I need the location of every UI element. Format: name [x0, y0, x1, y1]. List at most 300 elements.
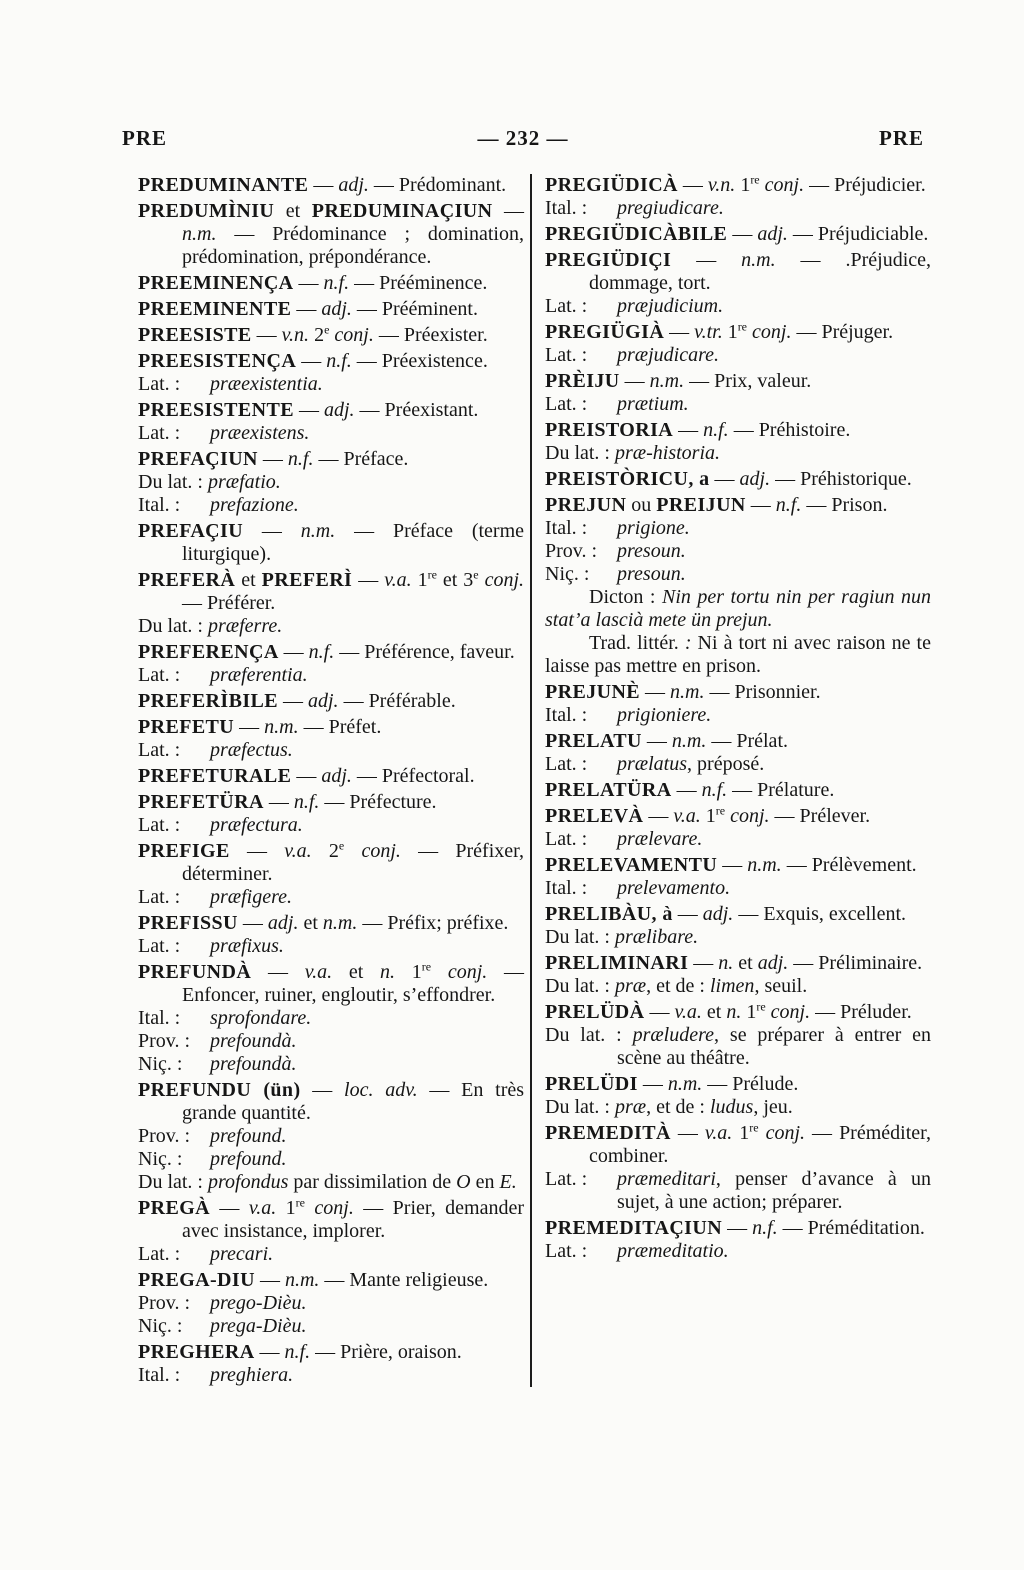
dictionary-entry: [545, 779, 931, 802]
text-run: præjudicium.: [617, 295, 724, 317]
text-run: præfixus.: [210, 935, 284, 957]
text-run: —: [640, 681, 671, 703]
etymology-line: [545, 197, 931, 220]
text-run: et: [298, 912, 323, 934]
text-run: n.f.: [703, 419, 729, 441]
text-run: PREFERÌ: [261, 569, 353, 591]
text-run: — Prisonnier.: [704, 681, 821, 703]
text-run: PREFETÜRA: [138, 791, 264, 813]
text-run: 1: [722, 321, 738, 343]
text-run: præexistentia.: [210, 373, 323, 395]
text-run: Du lat. :: [138, 615, 208, 637]
text-run: —: [492, 200, 524, 222]
dictionary-entry: [138, 961, 524, 1076]
text-run: conj.: [770, 1001, 811, 1023]
headword-line: [545, 1073, 931, 1096]
text-run: Ni à tort ni avec raison ne te laisse pas mettre en prison.: [545, 632, 931, 677]
headword-line: [545, 681, 931, 704]
text-run: , jeu.: [753, 1096, 793, 1118]
text-run: — Prééminence.: [349, 272, 488, 294]
text-run: PREFUNDÀ: [138, 961, 252, 983]
text-run: PREGIÜDICÀBILE: [545, 223, 728, 245]
text-run: re: [427, 567, 437, 582]
text-run: — Préjudicier.: [804, 174, 926, 196]
text-run: —: [257, 448, 288, 470]
etymology-line: [138, 1243, 524, 1266]
language-label: Lat. :: [138, 1243, 181, 1265]
headword-line: [138, 448, 524, 471]
language-label: Ital. :: [545, 704, 588, 726]
text-run: — Préfet.: [298, 716, 382, 738]
text-run: —: [254, 1341, 285, 1363]
dictionary-entry: [138, 569, 524, 638]
text-run: præmeditatio.: [617, 1240, 729, 1262]
text-run: PREFUNDU (ün): [138, 1079, 301, 1101]
text-run: —: [671, 779, 702, 801]
text-run: — Enfoncer, ruiner, engloutir, s’effondrer.: [182, 961, 525, 1006]
text-run: 1: [741, 1001, 757, 1023]
text-run: præjudicare.: [617, 344, 720, 366]
text-run: Du lat. :: [138, 1171, 208, 1193]
text-run: Du lat. :: [545, 975, 615, 997]
text-run: prætium.: [617, 393, 689, 415]
text-run: prelevamento.: [617, 877, 731, 899]
text-run: — Prélèvement.: [781, 854, 917, 876]
text-run: PREISTÒRICU, a: [545, 468, 710, 490]
page-header: [122, 126, 924, 151]
language-label: Ital. :: [138, 1364, 181, 1386]
etymology-line: [138, 1125, 524, 1148]
text-run: n.m.: [322, 912, 358, 934]
text-run: adj.: [757, 223, 788, 245]
text-run: re: [295, 1195, 305, 1210]
text-run: —: [278, 641, 309, 663]
language-label: Lat. :: [545, 1240, 588, 1262]
dictionary-entry: [138, 765, 524, 788]
text-run: , penser d’avance à un sujet, à une action; préparer.: [617, 1168, 931, 1213]
text-run: Dicton :: [589, 586, 662, 608]
dictionary-entry: [138, 448, 524, 517]
dictionary-entry: [545, 1073, 931, 1119]
headword-line: [138, 324, 524, 347]
text-run: prefound.: [210, 1148, 287, 1170]
text-run: , se préparer à entrer en scène au théâtre.: [617, 1024, 931, 1069]
language-label: Lat. :: [138, 886, 181, 908]
text-run: — Préférence, faveur.: [334, 641, 515, 663]
text-run: — Préfecture.: [319, 791, 437, 813]
text-run: PREEMINENÇA: [138, 272, 294, 294]
text-run: præfectus.: [210, 739, 293, 761]
headword-line: [545, 494, 931, 517]
headword-line: [138, 961, 524, 1007]
text-run: —: [210, 1197, 249, 1219]
text-run: re: [737, 319, 748, 334]
text-run: — Prééminent.: [351, 298, 478, 320]
text-run: n.: [380, 961, 396, 983]
dictionary-entry: [545, 1122, 931, 1214]
text-run: v.n.: [281, 324, 310, 346]
dictionary-entry: [138, 174, 524, 197]
text-run: prælevare.: [617, 828, 703, 850]
text-run: loc. adv.: [344, 1079, 418, 1101]
dictionary-entry: [545, 952, 931, 998]
text-run: , et de :: [646, 975, 710, 997]
text-run: PREMEDITÀ: [545, 1122, 671, 1144]
headword-line: [138, 1341, 524, 1364]
text-run: —: [641, 730, 672, 752]
text-run: PREESISTENTE: [138, 399, 294, 421]
text-run: — Préférable.: [338, 690, 456, 712]
text-run: Du lat. :: [545, 926, 615, 948]
text-run: —: [229, 840, 285, 862]
headword-line: [545, 1217, 931, 1240]
language-label: Lat. :: [138, 814, 181, 836]
text-run: PREISTORIA: [545, 419, 674, 441]
headword-line: [138, 716, 524, 739]
text-run: Trad. littér.: [589, 632, 685, 654]
text-run: n.m.: [671, 730, 707, 752]
etymology-line: [545, 393, 931, 416]
text-run: n.m.: [284, 1269, 320, 1291]
dictionary-entry: [138, 1341, 524, 1387]
etymology-line: [138, 471, 524, 494]
text-run: —: [296, 350, 327, 372]
text-run: — Préexister.: [373, 324, 488, 346]
text-run: PREFETURALE: [138, 765, 292, 787]
text-run: et 3: [436, 569, 474, 591]
text-run: — En très grande quantité.: [182, 1079, 525, 1124]
language-label: Niç. :: [138, 1315, 183, 1337]
text-run: n.f.: [287, 448, 314, 470]
text-run: —: [717, 854, 748, 876]
dictionary-entry: [545, 854, 931, 900]
headword-line: [138, 690, 524, 713]
text-run: n.m.: [747, 854, 782, 876]
text-run: et: [332, 961, 381, 983]
etymology-line: [545, 1096, 931, 1119]
dictionary-entry: [545, 174, 931, 220]
text-run: — .Préjudice, dommage, tort.: [589, 249, 932, 294]
headword-line: [138, 272, 524, 295]
text-run: adj.: [308, 690, 339, 712]
text-run: O: [456, 1171, 471, 1193]
language-label: Lat. :: [545, 828, 588, 850]
text-run: limen: [710, 975, 755, 997]
dictionary-entry: [138, 200, 524, 269]
text-run: PREFIGE: [138, 840, 230, 862]
dictionary-entry: [545, 681, 931, 727]
text-run: n.m.: [300, 520, 336, 542]
dictionary-entry: [138, 791, 524, 837]
dictionary-entry: [545, 730, 931, 776]
text-run: — Préméditer, combiner.: [589, 1122, 932, 1167]
text-run: e: [324, 322, 330, 337]
headword-line: [545, 370, 931, 393]
text-run: preghiera.: [210, 1364, 294, 1386]
etymology-line: [138, 1053, 524, 1076]
headword-line: [138, 569, 524, 615]
dictionary-entry: [138, 520, 524, 566]
text-run: præferre.: [208, 615, 283, 637]
text-run: presoun.: [617, 540, 686, 562]
etymology-line: [138, 664, 524, 687]
headword-line: [545, 903, 931, 926]
etymology-line: [545, 704, 931, 727]
text-run: præexistens.: [210, 422, 310, 444]
language-label: Lat. :: [138, 739, 181, 761]
left-column: [138, 174, 524, 1387]
headword-line: [138, 520, 524, 566]
text-run: PRELÜDI: [545, 1073, 638, 1095]
text-run: , et de :: [646, 1096, 710, 1118]
etymology-line: [545, 295, 931, 318]
text-run: — Exquis, excellent.: [733, 903, 907, 925]
headword-line: [545, 805, 931, 828]
text-run: —: [251, 961, 305, 983]
text-run: presoun.: [617, 563, 686, 585]
text-run: — Prélat.: [706, 730, 788, 752]
text-run: n.m.: [667, 1073, 703, 1095]
page-number: — 232 —: [477, 126, 569, 150]
text-run: —: [644, 1001, 675, 1023]
headword-line: [545, 223, 931, 246]
text-run: —: [237, 912, 268, 934]
text-run: prigione.: [617, 517, 690, 539]
dictionary-entry: [138, 298, 524, 321]
text-run: PREMEDITAÇIUN: [545, 1217, 723, 1239]
text-run: v.tr.: [694, 321, 723, 343]
text-run: conj.: [752, 321, 792, 343]
language-label: Niç. :: [138, 1053, 183, 1075]
text-run: n.f.: [701, 779, 728, 801]
header-keyword-right: PRE: [879, 126, 924, 150]
text-run: —: [293, 399, 324, 421]
text-run: ludus: [710, 1096, 754, 1118]
text-run: pregiudicare.: [617, 197, 724, 219]
text-run: v.a.: [284, 840, 312, 862]
text-run: — Préjudiciable.: [787, 223, 929, 245]
text-run: prefazione.: [210, 494, 299, 516]
etymology-line: [138, 494, 524, 517]
text-run: PREJUN: [545, 494, 627, 516]
dictionary-entry: [545, 1217, 931, 1263]
text-run: PREGIÜDIÇI: [545, 249, 672, 271]
text-run: v.a.: [248, 1197, 277, 1219]
text-run: n.m.: [670, 681, 705, 703]
text-run: conj.: [765, 1122, 806, 1144]
text-run: n.f.: [308, 641, 335, 663]
headword-line: [138, 200, 524, 269]
text-run: PREJUNÈ: [545, 681, 641, 703]
text-run: —: [722, 1217, 753, 1239]
text-run: PREFISSU: [138, 912, 238, 934]
dictionary-entry: [138, 840, 524, 909]
text-run: præfectura.: [210, 814, 303, 836]
headword-line: [138, 1079, 524, 1125]
text-run: v.n.: [707, 174, 736, 196]
dictionary-entry: [545, 321, 931, 367]
dictionary-entry: [545, 419, 931, 465]
text-run: v.a.: [704, 1122, 733, 1144]
language-label: Lat. :: [545, 295, 588, 317]
headword-line: [545, 249, 931, 295]
text-run: — Préméditation.: [777, 1217, 925, 1239]
text-run: , préposé.: [687, 753, 765, 775]
text-run: n.: [726, 1001, 742, 1023]
headword-line: [545, 952, 931, 975]
headword-line: [545, 730, 931, 753]
text-run: prigioniere.: [617, 704, 712, 726]
etymology-line: [138, 1315, 524, 1338]
etymology-line: [545, 1240, 931, 1263]
dictionary-entry: [545, 805, 931, 851]
text-run: v.a.: [304, 961, 333, 983]
text-run: —: [293, 272, 324, 294]
language-label: Niç. :: [138, 1148, 183, 1170]
text-run: conj.: [447, 961, 488, 983]
text-run: — Prier, demander avec insistance, implorer.: [182, 1197, 525, 1242]
text-run: prefoundà.: [210, 1030, 297, 1052]
headword-line: [138, 350, 524, 373]
headword-line: [138, 174, 524, 197]
etymology-line: [545, 442, 931, 465]
etymology-line: [138, 1171, 524, 1194]
dictionary-entry: [545, 494, 931, 678]
text-run: Du lat. :: [138, 471, 208, 493]
text-run: 1: [732, 1122, 750, 1144]
language-label: Ital. :: [545, 517, 588, 539]
text-run: — Prédominant.: [368, 174, 507, 196]
text-run: par dissimilation de: [288, 1171, 457, 1193]
etymology-line: [545, 926, 931, 949]
etymology-line: [138, 1007, 524, 1030]
text-run: conj.: [764, 174, 805, 196]
text-run: adj.: [757, 952, 789, 974]
etymology-line: [138, 1148, 524, 1171]
etymology-line: [545, 1024, 931, 1070]
text-run: —: [709, 468, 740, 490]
text-run: PRELEVÀ: [545, 805, 644, 827]
language-label: Prov. :: [138, 1292, 191, 1314]
text-run: præfatio.: [208, 471, 281, 493]
text-run: re: [421, 959, 432, 974]
language-label: Prov. :: [138, 1125, 191, 1147]
columns-container: [138, 174, 931, 1387]
etymology-line: [545, 753, 931, 776]
text-run: —: [672, 903, 703, 925]
dictionary-entry: [138, 641, 524, 687]
text-run: E.: [499, 1171, 517, 1193]
text-run: PREFERENÇA: [138, 641, 279, 663]
headword-line: [138, 840, 524, 886]
dictionary-entry: [545, 370, 931, 416]
text-run: Nin per tortu nin per ragiun nun stat’a lascià mete ün prejun.: [545, 586, 931, 631]
text-run: [305, 1197, 314, 1219]
headword-line: [138, 765, 524, 788]
text-run: e: [338, 838, 345, 853]
headword-line: [138, 298, 524, 321]
text-run: prego-Dièu.: [210, 1292, 307, 1314]
text-run: 2: [311, 840, 339, 862]
text-run: PRÈIJU: [545, 370, 620, 392]
text-run: re: [715, 803, 726, 818]
text-run: —: [727, 223, 758, 245]
text-run: PREDUMINAÇIUN: [311, 200, 493, 222]
text-run: 1: [700, 805, 716, 827]
text-run: re: [749, 1120, 759, 1135]
language-label: Prov. :: [545, 540, 598, 562]
etymology-line: [545, 540, 931, 563]
text-run: —: [291, 298, 322, 320]
etymology-line: [545, 877, 931, 900]
etymology-line: [545, 344, 931, 367]
text-run: —: [263, 791, 294, 813]
dictionary-entry: [138, 1079, 524, 1194]
text-run: adj.: [338, 174, 369, 196]
text-run: — Prison.: [801, 494, 888, 516]
text-run: — Préface (terme liturgique).: [182, 520, 525, 565]
text-run: sprofondare.: [210, 1007, 312, 1029]
text-run: conj.: [484, 569, 525, 591]
text-run: PREDUMÌNIU: [138, 200, 275, 222]
text-run: PREGÀ: [138, 1197, 210, 1219]
text-run: —: [291, 765, 322, 787]
dicton-line: [545, 586, 931, 632]
text-run: —: [670, 1122, 705, 1144]
language-label: Prov. :: [138, 1030, 191, 1052]
text-run: 1: [276, 1197, 296, 1219]
text-run: præmeditari: [617, 1168, 716, 1190]
headword-line: [545, 1001, 931, 1024]
text-run: n.f.: [293, 791, 320, 813]
text-run: præferentia.: [210, 664, 308, 686]
text-run: re: [750, 172, 760, 187]
text-run: n.m.: [741, 249, 776, 271]
text-run: et: [733, 952, 758, 974]
text-run: et: [701, 1001, 727, 1023]
text-run: — Préfectoral.: [351, 765, 475, 787]
dictionary-entry: [138, 272, 524, 295]
text-run: — Préluder.: [810, 1001, 912, 1023]
text-run: —: [688, 952, 719, 974]
text-run: PREFAÇIUN: [138, 448, 258, 470]
text-run: — Mante religieuse.: [319, 1269, 489, 1291]
text-run: —: [352, 569, 385, 591]
text-run: PREDUMINANTE: [138, 174, 309, 196]
language-label: Ital. :: [138, 1007, 181, 1029]
text-run: , seuil.: [754, 975, 808, 997]
text-run: n.f.: [284, 1341, 311, 1363]
dictionary-entry: [138, 690, 524, 713]
language-label: Lat. :: [545, 393, 588, 415]
text-run: —: [671, 249, 742, 271]
text-run: prælibare.: [615, 926, 699, 948]
headword-line: [545, 468, 931, 491]
text-run: —: [664, 321, 695, 343]
text-run: adj.: [702, 903, 734, 925]
text-run: præludere: [632, 1024, 715, 1046]
text-run: conj.: [334, 324, 374, 346]
headword-line: [138, 399, 524, 422]
text-run: Du lat. :: [545, 1024, 633, 1046]
text-run: [759, 1122, 766, 1144]
text-run: —: [243, 520, 301, 542]
text-run: 1: [411, 569, 428, 591]
text-run: PREFERÀ: [138, 569, 236, 591]
text-run: PREESISTENÇA: [138, 350, 297, 372]
text-run: adj.: [739, 468, 771, 490]
dictionary-entry: [138, 324, 524, 347]
